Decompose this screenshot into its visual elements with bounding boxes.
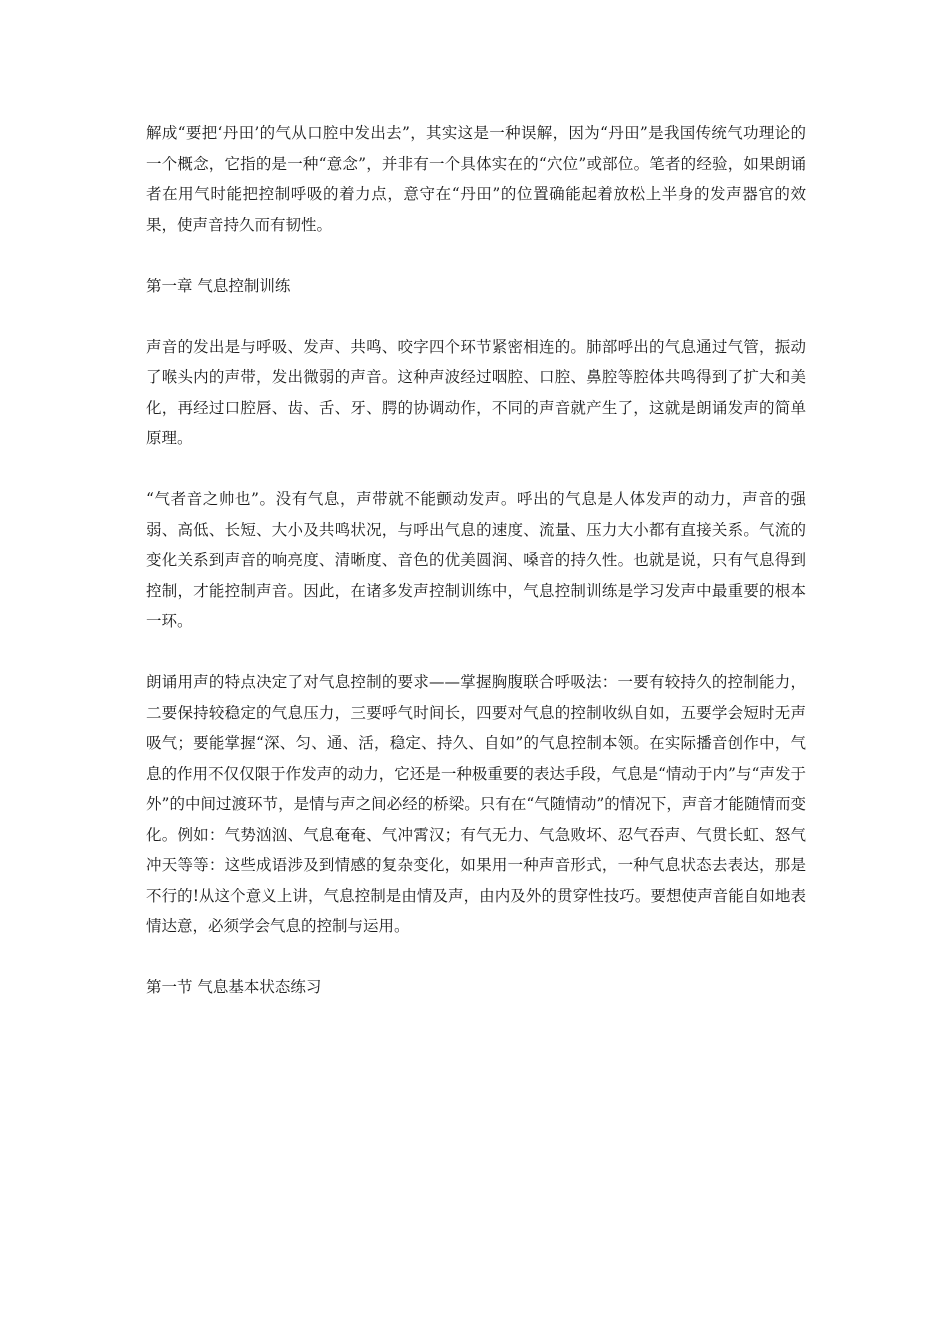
chapter-heading: 第一章 气息控制训练 bbox=[146, 276, 291, 295]
body-paragraph: 朗诵用声的特点决定了对气息控制的要求——掌握胸腹联合呼吸法：一要有较持久的控制能力，二要保持较稳定的气息压力，三要呼气时间长，四要对气息的控制收纵自如，五要学会短时无声吸气；要能掌握“深、匀、通、活，稳定、持久、自如”的气息控制本领。在实际播音创作中，气息的作用不仅仅限于作发声的动力，它还是一种极重要的表达手段，气息是“情动于内”与“声发于外”的中间过渡环节，是情与声之间必经的桥梁。只有在“气随情动”的情况下，声音才能随情而变化。例如：气势汹汹、气息奄奄、气冲霄汉；有气无力、气急败坏、忍气吞声、气贯长虹、怒气冲天等等：这些成语涉及到情感的复杂变化，如果用一种声音形式，一种气息状态去表达，那是不行的!从这个意义上讲，气息控制是由情及声，由内及外的贯穿性技巧。要想使声音能自如地表情达意，必须学会气息的控制与运用。 bbox=[146, 673, 806, 935]
document-page bbox=[146, 118, 806, 1033]
body-paragraph: 声音的发出是与呼吸、发声、共鸣、咬字四个环节紧密相连的。肺部呼出的气息通过气管，振动了喉头内的声带，发出微弱的声音。这种声波经过咽腔、口腔、鼻腔等腔体共鸣得到了扩大和美化，再经过口腔唇、齿、舌、牙、腭的协调动作，不同的声音就产生了，这就是朗诵发声的简单原理。 bbox=[146, 337, 806, 447]
section-heading: 第一节 气息基本状态练习 bbox=[146, 978, 322, 996]
body-paragraph: 解成“要把‘丹田’的气从口腔中发出去”，其实这是一种误解，因为“丹田”是我国传统气功理论的一个概念，它指的是一种“意念”，并非有一个具体实在的“穴位”或部位。笔者的经验，如果朗诵者在用气时能把控制呼吸的着力点，意守在“丹田”的位置确能起着放松上半身的发声器官的效果，使声音持久而有韧性。 bbox=[146, 124, 806, 234]
body-paragraph: “气者音之帅也”。没有气息，声带就不能颤动发声。呼出的气息是人体发声的动力，声音的强弱、高低、长短、大小及共鸣状况，与呼出气息的速度、流量、压力大小都有直接关系。气流的变化关系到声音的响亮度、清晰度、音色的优美圆润、嗓音的持久性。也就是说，只有气息得到控制，才能控制声音。因此，在诸多发声控制训练中，气息控制训练是学习发声中最重要的根本一环。 bbox=[146, 490, 806, 630]
